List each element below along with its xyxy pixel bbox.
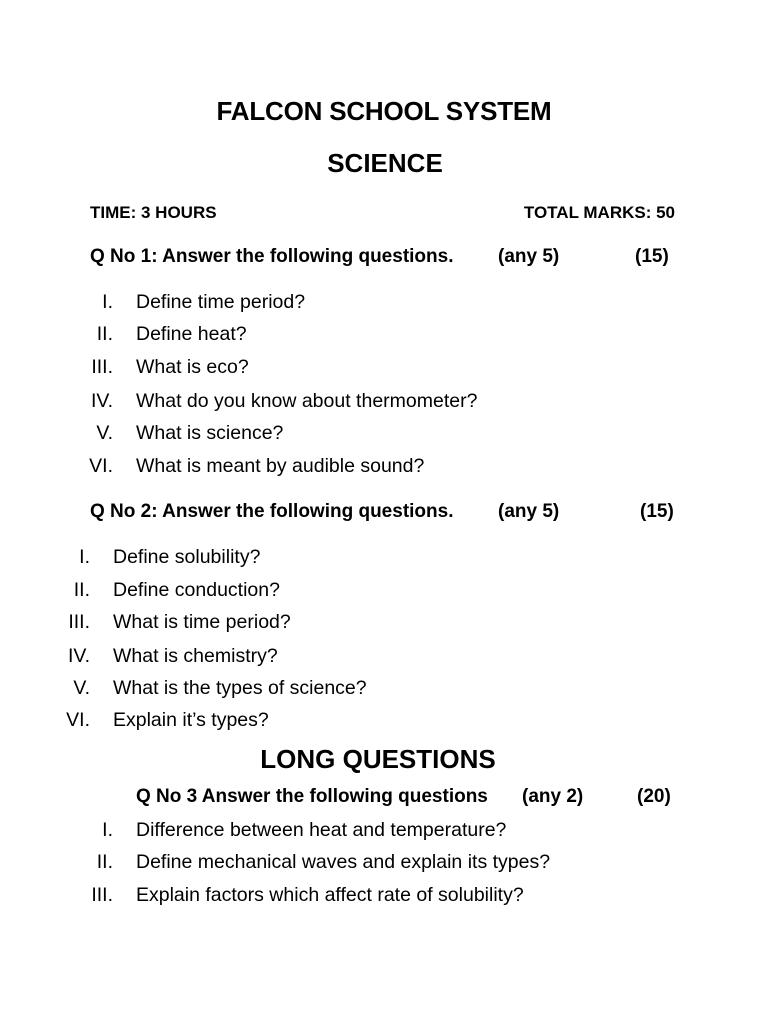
q2-marks: (15) [640, 501, 674, 522]
list-numeral: III. [91, 884, 113, 906]
list-numeral: III. [91, 356, 113, 378]
question-text: What is chemistry? [113, 645, 278, 667]
list-numeral: II. [73, 579, 90, 601]
question-text: What is eco? [136, 356, 249, 378]
question-text: What is meant by audible sound? [136, 455, 425, 477]
list-numeral: IV. [90, 390, 113, 412]
list-numeral: I. [102, 291, 113, 313]
question-text: Define mechanical waves and explain its types? [136, 851, 551, 873]
list-numeral: VI. [89, 455, 113, 477]
q3-marks: (20) [637, 786, 671, 807]
question-text: What is time period? [113, 611, 291, 633]
question-text: Define solubility? [113, 546, 261, 568]
total-marks: TOTAL MARKS: 50 [523, 203, 675, 222]
list-numeral: V. [96, 422, 113, 444]
question-text: Define heat? [136, 323, 247, 345]
exam-time: TIME: 3 HOURS [90, 203, 217, 222]
list-numeral: VI. [66, 709, 90, 731]
question-text: Define time period? [136, 291, 306, 313]
list-numeral: I. [79, 546, 90, 568]
subject-title: SCIENCE [327, 148, 443, 178]
question-text: Define conduction? [113, 579, 280, 601]
q3-choice: (any 2) [522, 786, 584, 807]
q2-choice: (any 5) [498, 501, 560, 522]
q2-heading: Q No 2: Answer the following questions. [90, 501, 454, 522]
list-numeral: II. [96, 851, 113, 873]
list-numeral: IV. [67, 645, 90, 667]
q1-heading: Q No 1: Answer the following questions. [90, 246, 454, 267]
list-numeral: I. [102, 819, 113, 841]
long-questions-title: LONG QUESTIONS [260, 744, 496, 774]
list-numeral: III. [68, 611, 90, 633]
q1-marks: (15) [635, 246, 669, 267]
list-numeral: V. [73, 677, 90, 699]
question-text: What is science? [136, 422, 284, 444]
question-text: Difference between heat and temperature? [136, 819, 507, 841]
question-text: What is the types of science? [113, 677, 367, 699]
q1-choice: (any 5) [498, 246, 560, 267]
q3-heading: Q No 3 Answer the following questions [136, 786, 488, 807]
school-name: FALCON SCHOOL SYSTEM [216, 96, 552, 126]
question-text: Explain factors which affect rate of solubility? [136, 884, 524, 906]
question-text: Explain it’s types? [113, 709, 269, 731]
list-numeral: II. [96, 323, 113, 345]
question-text: What do you know about thermometer? [136, 390, 478, 412]
